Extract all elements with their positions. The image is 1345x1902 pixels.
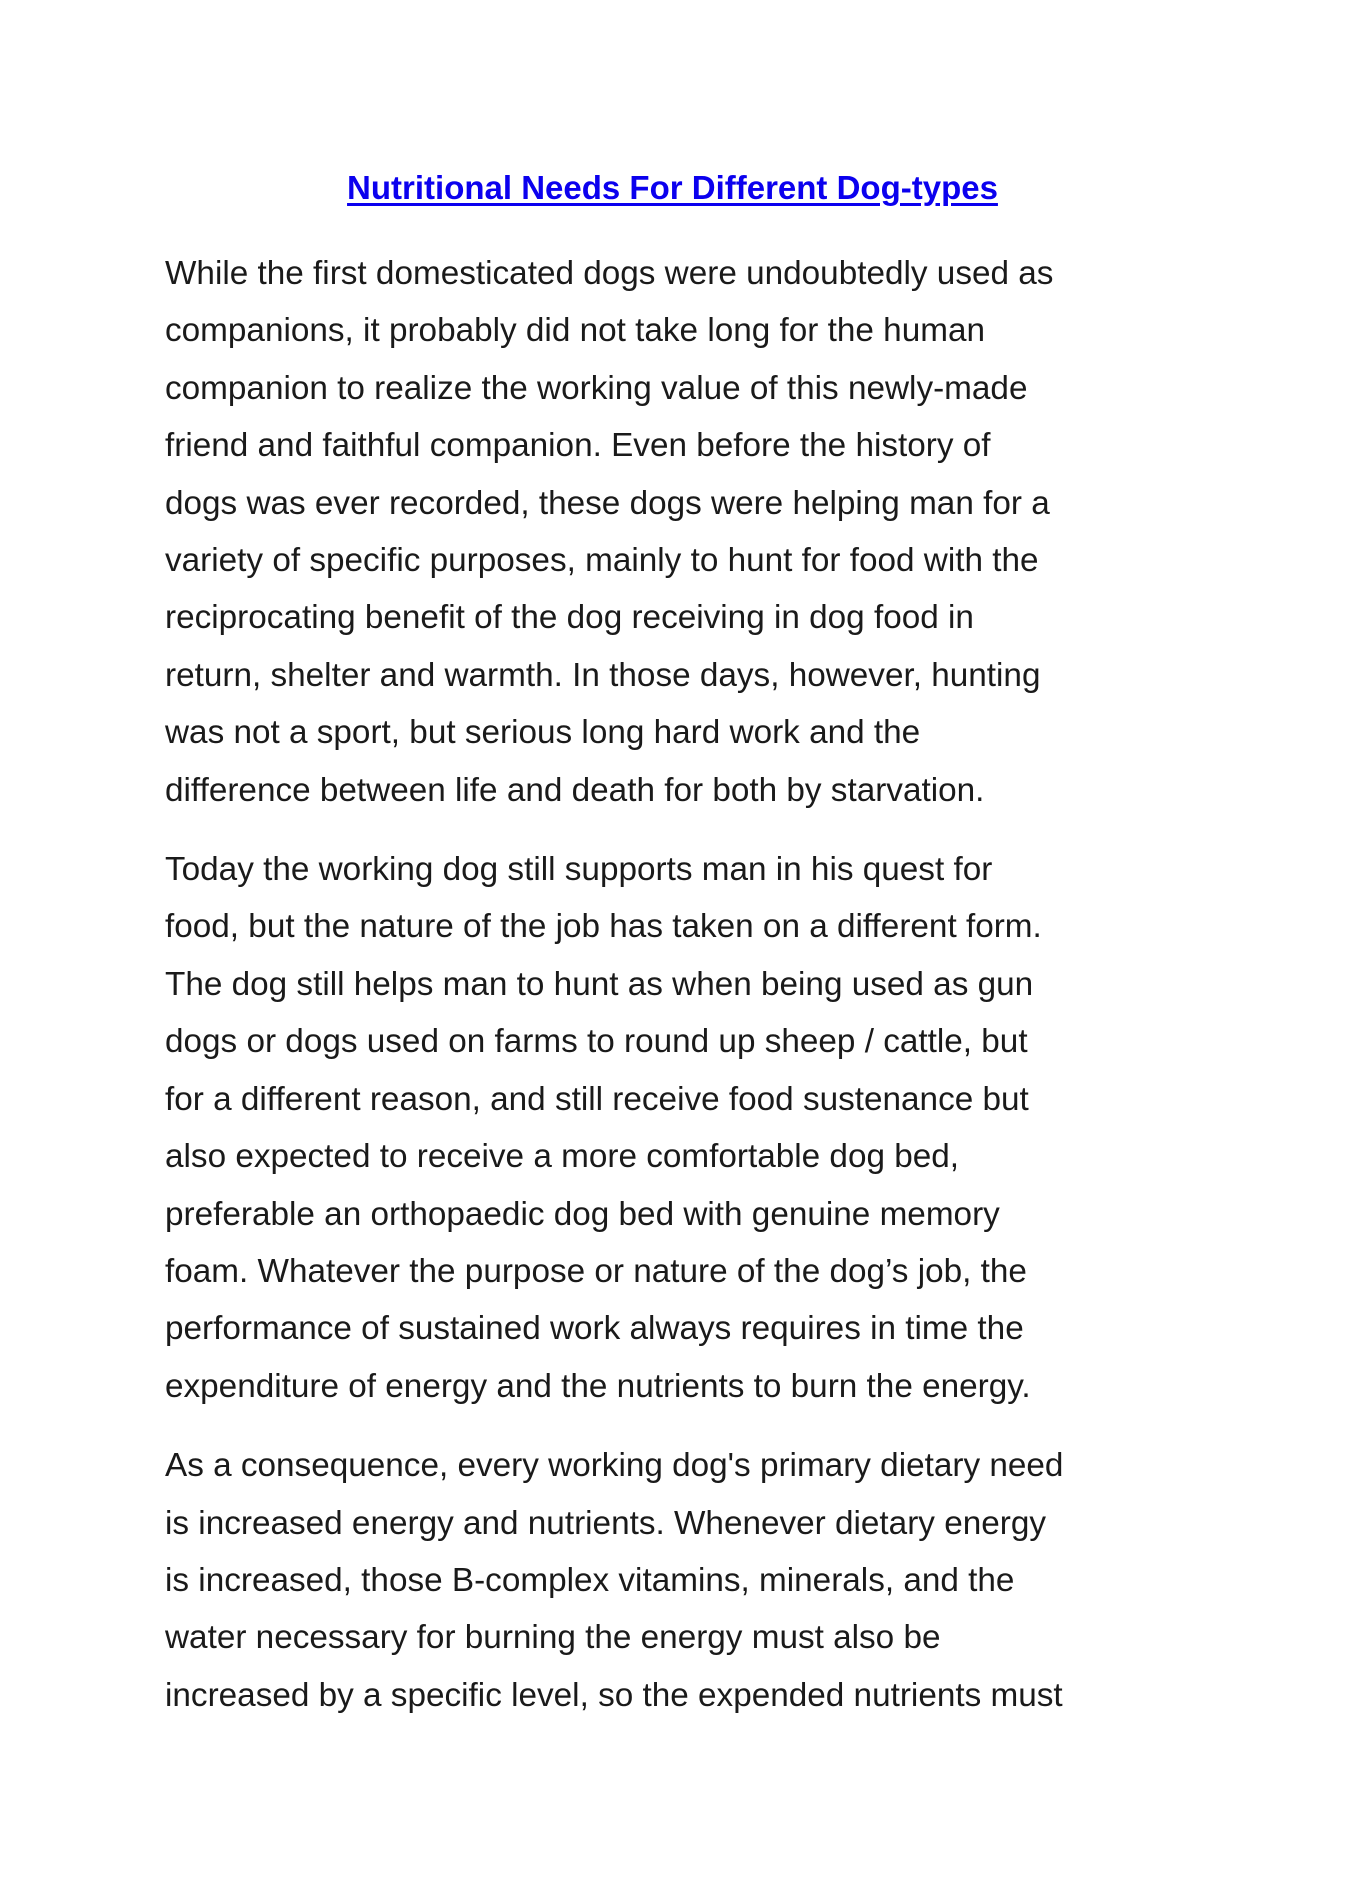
- text-line: is increased energy and nutrients. Whenever dietary energy: [165, 1504, 1047, 1542]
- title-link[interactable]: Nutritional Needs For Different Dog-types: [347, 169, 998, 206]
- text-line: expenditure of energy and the nutrients to burn the energy.: [165, 1367, 1031, 1405]
- text-line: The dog still helps man to hunt as when being used as gun: [165, 965, 1034, 1003]
- text-line: also expected to receive a more comfortable dog bed,: [165, 1138, 960, 1176]
- text-line: is increased, those B-complex vitamins, minerals, and the: [165, 1561, 1015, 1599]
- text-line: increased by a specific level, so the expended nutrients must: [165, 1676, 1063, 1714]
- text-line: Today the working dog still supports man in his quest for: [165, 851, 993, 889]
- text-line: dogs or dogs used on farms to round up sheep / cattle, but: [165, 1023, 1028, 1061]
- text-line: food, but the nature of the job has taken on a different form.: [165, 908, 1042, 946]
- text-line: performance of sustained work always requires in time the: [165, 1310, 1024, 1348]
- page-title: [0, 168, 1345, 208]
- text-line: preferable an orthopaedic dog bed with genuine memory: [165, 1195, 1000, 1233]
- text-line: for a different reason, and still receive food sustenance but: [165, 1080, 1029, 1118]
- paragraph-1: [165, 245, 1205, 819]
- text-line: water necessary for burning the energy must also be: [165, 1619, 941, 1657]
- text-line: difference between life and death for both by starvation.: [165, 771, 985, 809]
- text-line: While the first domesticated dogs were undoubtedly used as: [165, 255, 1054, 292]
- text-line: variety of specific purposes, mainly to hunt for food with the: [165, 542, 1039, 580]
- text-line: reciprocating benefit of the dog receiving in dog food in: [165, 599, 974, 637]
- text-line: friend and faithful companion. Even before the history of: [165, 427, 991, 465]
- paragraph-3: [165, 1437, 1205, 1724]
- text-line: return, shelter and warmth. In those days, however, hunting: [165, 656, 1041, 694]
- text-line: dogs was ever recorded, these dogs were helping man for a: [165, 484, 1050, 522]
- text-line: companion to realize the working value of this newly-made: [165, 369, 1028, 407]
- document-body: [165, 245, 1205, 1746]
- text-line: foam. Whatever the purpose or nature of the dog’s job, the: [165, 1252, 1027, 1290]
- text-line: was not a sport, but serious long hard work and the: [165, 714, 921, 752]
- paragraph-2: [165, 841, 1205, 1415]
- text-line: As a consequence, every working dog's primary dietary need: [165, 1447, 1064, 1485]
- text-line: companions, it probably did not take long for the human: [165, 312, 985, 350]
